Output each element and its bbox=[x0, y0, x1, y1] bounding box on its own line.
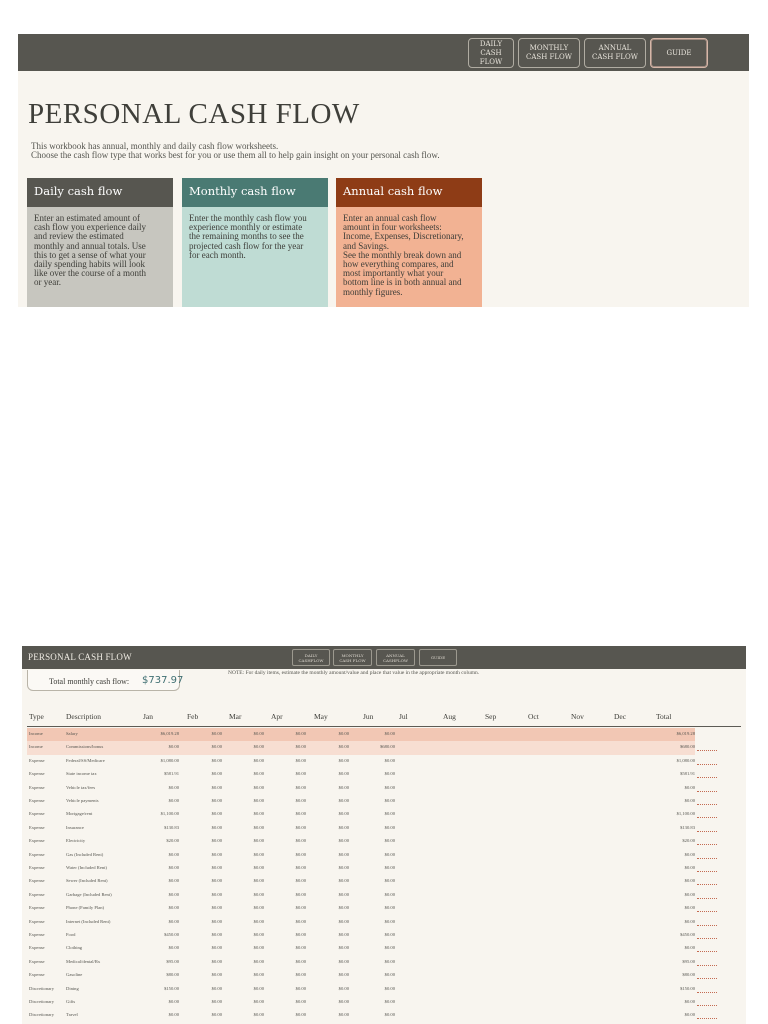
month-cell[interactable]: $0.00 bbox=[253, 757, 264, 763]
month-cell[interactable]: $0.00 bbox=[295, 744, 306, 750]
description-cell[interactable]: Gas (Included Rent) bbox=[66, 851, 104, 857]
month-cell[interactable]: $0.00 bbox=[211, 958, 222, 964]
annual-cash-flow-card[interactable] bbox=[336, 178, 482, 307]
daily-cash-flow-card[interactable] bbox=[27, 178, 173, 307]
total-cell[interactable]: $80.00 bbox=[682, 972, 695, 978]
trend-sparkline bbox=[697, 992, 717, 993]
total-cell[interactable]: $0.00 bbox=[684, 891, 695, 897]
jan-cell[interactable]: $450.00 bbox=[164, 932, 179, 937]
type-cell[interactable]: Expense bbox=[29, 771, 45, 777]
description-cell[interactable]: Travel bbox=[66, 1012, 78, 1018]
month-cell[interactable]: $0.00 bbox=[295, 878, 306, 884]
jun-cell[interactable]: $0.00 bbox=[384, 757, 395, 763]
jan-cell[interactable]: $80.00 bbox=[166, 972, 179, 978]
description-cell[interactable]: Phone (Family Plan) bbox=[66, 905, 105, 911]
description-cell[interactable]: Insurance bbox=[66, 824, 84, 830]
total-cell[interactable]: $581.91 bbox=[680, 771, 695, 777]
table-row[interactable] bbox=[27, 875, 695, 888]
trend-sparkline bbox=[697, 938, 717, 939]
month-cell[interactable]: $0.00 bbox=[338, 744, 349, 750]
total-cell[interactable]: $150.00 bbox=[680, 985, 695, 991]
month-cell[interactable]: $0.00 bbox=[338, 905, 349, 911]
month-cell[interactable]: $0.00 bbox=[338, 824, 349, 830]
type-cell[interactable]: Expense bbox=[29, 905, 45, 911]
jun-cell[interactable]: $0.00 bbox=[384, 999, 395, 1004]
month-cell[interactable]: $0.00 bbox=[295, 945, 306, 951]
month-cell[interactable]: $0.00 bbox=[211, 744, 222, 750]
jan-cell[interactable]: $0.00 bbox=[168, 865, 179, 870]
type-cell[interactable]: Expense bbox=[29, 784, 45, 790]
trend-sparkline bbox=[697, 817, 717, 818]
trend-sparkline bbox=[697, 925, 717, 926]
column-header-aug: Aug bbox=[443, 712, 456, 721]
type-cell[interactable]: Discretionary bbox=[29, 999, 55, 1004]
total-cell[interactable]: $0.00 bbox=[684, 945, 695, 951]
table-row[interactable] bbox=[27, 755, 695, 768]
table-row[interactable] bbox=[27, 916, 695, 929]
month-cell[interactable]: $0.00 bbox=[253, 851, 264, 857]
month-cell[interactable]: $0.00 bbox=[338, 771, 349, 777]
total-cell[interactable]: $0.00 bbox=[684, 865, 695, 870]
total-cell[interactable]: $450.00 bbox=[680, 932, 695, 937]
month-cell[interactable]: $0.00 bbox=[338, 798, 349, 803]
description-cell[interactable]: Dining bbox=[66, 985, 79, 991]
month-cell[interactable]: $0.00 bbox=[338, 945, 349, 951]
month-cell[interactable]: $0.00 bbox=[338, 999, 349, 1004]
total-cell[interactable]: $0.00 bbox=[684, 918, 695, 924]
table-row[interactable] bbox=[27, 996, 695, 1009]
month-cell[interactable]: $0.00 bbox=[253, 824, 264, 830]
month-cell[interactable]: $0.00 bbox=[211, 905, 222, 911]
month-cell[interactable]: $0.00 bbox=[211, 865, 222, 870]
trend-sparkline bbox=[697, 844, 717, 845]
table-row[interactable] bbox=[27, 835, 695, 848]
month-cell[interactable]: $0.00 bbox=[211, 985, 222, 991]
type-cell[interactable]: Discretionary bbox=[29, 985, 55, 991]
total-label: Total monthly cash flow: bbox=[49, 677, 130, 686]
type-cell[interactable]: Expense bbox=[29, 918, 45, 924]
jun-cell[interactable]: $0.00 bbox=[384, 972, 395, 978]
month-cell[interactable]: $0.00 bbox=[253, 972, 264, 978]
jun-cell[interactable]: $0.00 bbox=[384, 731, 395, 736]
jun-cell[interactable]: $0.00 bbox=[384, 891, 395, 897]
table-row[interactable] bbox=[27, 728, 695, 741]
card-description: Enter an estimated amount of cash flow you experience daily and review the estimated monthly and annual totals. Use this to get a sense of what your daily spending habits will look like over the course of a month or year. bbox=[27, 207, 173, 307]
jan-cell[interactable]: $0.00 bbox=[168, 744, 179, 750]
description-cell[interactable]: Gifts bbox=[66, 999, 76, 1004]
trend-sparkline bbox=[697, 965, 717, 966]
month-cell[interactable]: $0.00 bbox=[211, 891, 222, 897]
month-cell[interactable]: $0.00 bbox=[211, 1012, 222, 1018]
type-cell[interactable]: Expense bbox=[29, 757, 45, 763]
type-cell[interactable]: Income bbox=[29, 731, 43, 736]
column-header-type: Type bbox=[29, 712, 44, 721]
month-cell[interactable]: $0.00 bbox=[295, 905, 306, 911]
column-header-feb: Feb bbox=[187, 712, 199, 721]
column-header-dec: Dec bbox=[614, 712, 627, 721]
jun-cell[interactable]: $0.00 bbox=[384, 865, 395, 870]
month-cell[interactable]: $0.00 bbox=[211, 999, 222, 1004]
sheet-header-bar bbox=[22, 646, 746, 669]
table-row[interactable] bbox=[27, 808, 695, 821]
monthly-cash-flow-nav-button[interactable]: MONTHLY CASH FLOW bbox=[333, 649, 372, 666]
table-row[interactable] bbox=[27, 849, 695, 862]
trend-sparkline bbox=[697, 777, 717, 778]
month-cell[interactable]: $0.00 bbox=[253, 999, 264, 1004]
description-cell[interactable]: Internet (Included Rent) bbox=[66, 918, 111, 924]
total-cell[interactable]: $0.00 bbox=[684, 851, 695, 857]
month-cell[interactable]: $0.00 bbox=[338, 757, 349, 763]
note-text: NOTE: For daily items, estimate the monthly amount/value and place that value in the appropriate month column. bbox=[228, 670, 480, 676]
table-row[interactable] bbox=[27, 768, 695, 781]
month-cell[interactable]: $0.00 bbox=[253, 891, 264, 897]
description-cell[interactable]: Sewer (Included Rent) bbox=[66, 878, 108, 884]
type-cell[interactable]: Expense bbox=[29, 865, 45, 870]
month-cell[interactable]: $0.00 bbox=[295, 731, 306, 736]
guide-nav-button[interactable]: GUIDE bbox=[650, 38, 708, 68]
description-cell[interactable]: Vehicle tax/fees bbox=[66, 784, 96, 790]
month-cell[interactable]: $0.00 bbox=[295, 891, 306, 897]
month-cell[interactable]: $0.00 bbox=[295, 999, 306, 1004]
table-row[interactable] bbox=[27, 929, 695, 942]
description-cell[interactable]: Gasoline bbox=[66, 972, 83, 978]
jan-cell[interactable]: $0.00 bbox=[168, 878, 179, 884]
monthly-cash-flow-sheet bbox=[22, 646, 746, 1024]
column-header-nov: Nov bbox=[571, 712, 584, 721]
table-row[interactable] bbox=[27, 889, 695, 902]
month-cell[interactable]: $0.00 bbox=[295, 985, 306, 991]
monthly-cash-flow-card[interactable] bbox=[182, 178, 328, 307]
table-row[interactable] bbox=[27, 741, 695, 754]
description-cell[interactable]: Salary bbox=[66, 731, 78, 736]
month-cell[interactable]: $0.00 bbox=[338, 918, 349, 924]
jan-cell[interactable]: $0.00 bbox=[168, 905, 179, 911]
month-cell[interactable]: $0.00 bbox=[338, 784, 349, 790]
jun-cell[interactable]: $0.00 bbox=[384, 811, 395, 817]
description-cell[interactable]: Garbage (Included Rent) bbox=[66, 891, 112, 897]
month-cell[interactable]: $0.00 bbox=[253, 865, 264, 870]
table-row[interactable] bbox=[27, 969, 695, 982]
month-cell[interactable]: $0.00 bbox=[338, 838, 349, 844]
month-cell[interactable]: $0.00 bbox=[338, 811, 349, 817]
total-monthly-cash-flow-box bbox=[27, 670, 184, 691]
column-header-jun: Jun bbox=[363, 712, 374, 721]
month-cell[interactable]: $0.00 bbox=[338, 972, 349, 978]
column-header-may: May bbox=[314, 712, 328, 721]
jun-cell[interactable]: $0.00 bbox=[384, 985, 395, 991]
month-cell[interactable]: $0.00 bbox=[338, 1012, 349, 1018]
annual-cashflow-nav-button[interactable]: ANNUAL CASHFLOW bbox=[376, 649, 415, 666]
month-cell[interactable]: $0.00 bbox=[211, 972, 222, 978]
month-cell[interactable]: $0.00 bbox=[211, 878, 222, 884]
month-cell[interactable]: $0.00 bbox=[295, 824, 306, 830]
header-divider bbox=[27, 726, 741, 727]
month-cell[interactable]: $0.00 bbox=[211, 918, 222, 924]
jun-cell[interactable]: $0.00 bbox=[384, 905, 395, 911]
trend-sparkline bbox=[697, 951, 717, 952]
annual-cash-flow-nav-button[interactable]: ANNUAL CASH FLOW bbox=[584, 38, 646, 68]
jan-cell[interactable]: $581.91 bbox=[164, 771, 179, 777]
dashboard-sheet bbox=[18, 34, 749, 307]
total-cell[interactable]: $1,080.00 bbox=[676, 757, 695, 763]
jun-cell[interactable]: $680.00 bbox=[380, 744, 395, 750]
jan-cell[interactable]: $0.00 bbox=[168, 918, 179, 924]
type-cell[interactable]: Expense bbox=[29, 958, 45, 964]
table-row[interactable] bbox=[27, 983, 695, 996]
type-cell[interactable]: Expense bbox=[29, 851, 45, 857]
jan-cell[interactable]: $1,080.00 bbox=[160, 757, 179, 763]
total-cell[interactable]: $95.00 bbox=[682, 958, 695, 964]
month-cell[interactable]: $0.00 bbox=[253, 932, 264, 937]
card-description: Enter an annual cash flow amount in four worksheets: Income, Expenses, Discretionary, and Savings. See the monthly break down and how everything compares, and most importantly what your bottom line is in both annual and monthly figures. bbox=[336, 207, 482, 307]
trend-sparkline bbox=[697, 898, 717, 899]
jun-cell[interactable]: $0.00 bbox=[384, 932, 395, 937]
month-cell[interactable]: $0.00 bbox=[338, 851, 349, 857]
month-cell[interactable]: $0.00 bbox=[253, 878, 264, 884]
trend-sparkline bbox=[697, 750, 717, 751]
month-cell[interactable]: $0.00 bbox=[253, 838, 264, 844]
month-cell[interactable]: $0.00 bbox=[211, 851, 222, 857]
jan-cell[interactable]: $0.00 bbox=[168, 784, 179, 790]
total-cell[interactable]: $0.00 bbox=[684, 905, 695, 911]
month-cell[interactable]: $0.00 bbox=[295, 757, 306, 763]
column-header-description: Description bbox=[66, 712, 101, 721]
column-header-jul: Jul bbox=[399, 712, 408, 721]
daily-cashflow-nav-button[interactable]: DAILY CASHFLOW bbox=[292, 649, 330, 666]
month-cell[interactable]: $0.00 bbox=[295, 1012, 306, 1018]
jan-cell[interactable]: $95.00 bbox=[166, 958, 179, 964]
trend-sparkline bbox=[697, 884, 717, 885]
column-header-apr: Apr bbox=[271, 712, 283, 721]
jun-cell[interactable]: $0.00 bbox=[384, 918, 395, 924]
trend-sparkline bbox=[697, 978, 717, 979]
jun-cell[interactable]: $0.00 bbox=[384, 784, 395, 790]
guide-nav-button[interactable]: GUIDE bbox=[419, 649, 457, 666]
jan-cell[interactable]: $0.00 bbox=[168, 891, 179, 897]
jan-cell[interactable]: $6,019.28 bbox=[160, 731, 179, 736]
description-cell[interactable]: Clothing bbox=[66, 945, 83, 951]
month-cell[interactable]: $0.00 bbox=[295, 918, 306, 924]
total-cell[interactable]: $0.00 bbox=[684, 798, 695, 803]
jan-cell[interactable]: $0.00 bbox=[168, 851, 179, 857]
intro-line-2: Choose the cash flow type that works best for you or use them all to help gain insight on your personal cash flow. bbox=[31, 150, 440, 160]
total-cell[interactable]: $130.83 bbox=[680, 824, 695, 830]
monthly-cash-flow-nav-button[interactable]: MONTHLY CASH FLOW bbox=[518, 38, 580, 68]
type-cell[interactable]: Expense bbox=[29, 798, 45, 803]
month-cell[interactable]: $0.00 bbox=[253, 811, 264, 817]
total-cell[interactable]: $6,019.28 bbox=[676, 731, 695, 736]
type-cell[interactable]: Income bbox=[29, 744, 43, 750]
total-cell[interactable]: $0.00 bbox=[684, 784, 695, 790]
month-cell[interactable]: $0.00 bbox=[253, 958, 264, 964]
jun-cell[interactable]: $0.00 bbox=[384, 838, 395, 844]
intro-line-1: This workbook has annual, monthly and daily cash flow worksheets. bbox=[31, 141, 279, 151]
jun-cell[interactable]: $0.00 bbox=[384, 945, 395, 951]
trend-sparkline bbox=[697, 871, 717, 872]
month-cell[interactable]: $0.00 bbox=[253, 985, 264, 991]
month-cell[interactable]: $0.00 bbox=[253, 798, 264, 803]
table-row[interactable] bbox=[27, 902, 695, 915]
jan-cell[interactable]: $20.00 bbox=[166, 838, 179, 844]
month-cell[interactable]: $0.00 bbox=[295, 798, 306, 803]
description-cell[interactable]: Food bbox=[66, 932, 76, 937]
month-cell[interactable]: $0.00 bbox=[211, 811, 222, 817]
total-cell[interactable]: $680.00 bbox=[680, 744, 695, 750]
trend-sparkline bbox=[697, 791, 717, 792]
table-row[interactable] bbox=[27, 782, 695, 795]
month-cell[interactable]: $0.00 bbox=[338, 985, 349, 991]
month-cell[interactable]: $0.00 bbox=[253, 945, 264, 951]
month-cell[interactable]: $0.00 bbox=[253, 1012, 264, 1018]
month-cell[interactable]: $0.00 bbox=[211, 824, 222, 830]
table-row[interactable] bbox=[27, 1009, 695, 1022]
jun-cell[interactable]: $0.00 bbox=[384, 1012, 395, 1018]
month-cell[interactable]: $0.00 bbox=[253, 918, 264, 924]
type-cell[interactable]: Expense bbox=[29, 945, 45, 951]
month-cell[interactable]: $0.00 bbox=[253, 784, 264, 790]
total-cell[interactable]: $1,100.00 bbox=[676, 811, 695, 817]
trend-sparkline bbox=[697, 911, 717, 912]
description-cell[interactable]: Electricity bbox=[66, 838, 86, 844]
card-description: Enter the monthly cash flow you experience monthly or estimate the remaining months to see the projected cash flow for the year for each month. bbox=[182, 207, 328, 307]
table-row[interactable] bbox=[27, 822, 695, 835]
daily-cash-flow-nav-button[interactable]: DAILY CASH FLOW bbox=[468, 38, 514, 68]
month-cell[interactable]: $0.00 bbox=[211, 838, 222, 844]
description-cell[interactable]: Mortgage/rent bbox=[66, 811, 93, 817]
description-cell[interactable]: Commissions/bonus bbox=[66, 744, 104, 750]
month-cell[interactable]: $0.00 bbox=[253, 905, 264, 911]
jun-cell[interactable]: $0.00 bbox=[384, 798, 395, 803]
trend-sparkline bbox=[697, 804, 717, 805]
month-cell[interactable]: $0.00 bbox=[295, 972, 306, 978]
column-header-total: Total bbox=[656, 712, 672, 721]
type-cell[interactable]: Expense bbox=[29, 972, 45, 978]
jun-cell[interactable]: $0.00 bbox=[384, 824, 395, 830]
trend-sparkline bbox=[697, 858, 717, 859]
type-cell[interactable]: Expense bbox=[29, 824, 45, 830]
jan-cell[interactable]: $0.00 bbox=[168, 945, 179, 951]
type-cell[interactable]: Expense bbox=[29, 891, 45, 897]
month-cell[interactable]: $0.00 bbox=[211, 784, 222, 790]
jan-cell[interactable]: $0.00 bbox=[168, 798, 179, 803]
trend-sparkline bbox=[697, 831, 717, 832]
type-cell[interactable]: Expense bbox=[29, 932, 45, 937]
jan-cell[interactable]: $130.83 bbox=[164, 824, 179, 830]
month-cell[interactable]: $0.00 bbox=[295, 932, 306, 937]
month-cell[interactable]: $0.00 bbox=[211, 731, 222, 736]
month-cell[interactable]: $0.00 bbox=[211, 945, 222, 951]
type-cell[interactable]: Expense bbox=[29, 811, 45, 817]
total-cell[interactable]: $0.00 bbox=[684, 878, 695, 884]
month-cell[interactable]: $0.00 bbox=[338, 878, 349, 884]
description-cell[interactable]: Water (Included Rent) bbox=[66, 865, 107, 870]
jun-cell[interactable]: $0.00 bbox=[384, 771, 395, 777]
jun-cell[interactable]: $0.00 bbox=[384, 878, 395, 884]
month-cell[interactable]: $0.00 bbox=[295, 784, 306, 790]
month-cell[interactable]: $0.00 bbox=[211, 932, 222, 937]
table-row[interactable] bbox=[27, 795, 695, 808]
month-cell[interactable]: $0.00 bbox=[338, 865, 349, 870]
table-row[interactable] bbox=[27, 956, 695, 969]
total-cell[interactable]: $0.00 bbox=[684, 999, 695, 1004]
type-cell[interactable]: Expense bbox=[29, 878, 45, 884]
month-cell[interactable]: $0.00 bbox=[338, 731, 349, 736]
intro-text bbox=[31, 142, 440, 160]
column-header-jan: Jan bbox=[143, 712, 153, 721]
total-cell[interactable]: $0.00 bbox=[684, 1012, 695, 1018]
month-cell[interactable]: $0.00 bbox=[295, 811, 306, 817]
description-cell[interactable]: Vehicle payments bbox=[66, 798, 99, 803]
month-cell[interactable]: $0.00 bbox=[295, 851, 306, 857]
description-cell[interactable]: Medical/dental/Rx bbox=[66, 958, 101, 964]
trend-sparkline bbox=[697, 764, 717, 765]
trend-sparkline bbox=[697, 1018, 717, 1019]
jan-cell[interactable]: $1,100.00 bbox=[160, 811, 179, 817]
jan-cell[interactable]: $150.00 bbox=[164, 985, 179, 991]
card-title: Annual cash flow bbox=[336, 178, 482, 207]
page-title: PERSONAL CASH FLOW bbox=[28, 98, 360, 130]
month-cell[interactable]: $0.00 bbox=[295, 838, 306, 844]
jun-cell[interactable]: $0.00 bbox=[384, 958, 395, 964]
month-cell[interactable]: $0.00 bbox=[253, 771, 264, 777]
column-header-mar: Mar bbox=[229, 712, 242, 721]
trend-sparkline bbox=[697, 1005, 717, 1006]
top-navigation-bar bbox=[18, 34, 749, 71]
month-cell[interactable]: $0.00 bbox=[338, 891, 349, 897]
jun-cell[interactable]: $0.00 bbox=[384, 851, 395, 857]
month-cell[interactable]: $0.00 bbox=[295, 958, 306, 964]
total-cell[interactable]: $20.00 bbox=[682, 838, 695, 844]
description-cell[interactable]: Federal/SS/Medicare bbox=[66, 757, 105, 763]
description-cell[interactable]: State income tax bbox=[66, 771, 97, 777]
month-cell[interactable]: $0.00 bbox=[211, 757, 222, 763]
month-cell[interactable]: $0.00 bbox=[338, 932, 349, 937]
month-cell[interactable]: $0.00 bbox=[295, 771, 306, 777]
column-header-sep: Sep bbox=[485, 712, 497, 721]
card-title: Daily cash flow bbox=[27, 178, 173, 207]
column-header-oct: Oct bbox=[528, 712, 539, 721]
table-row[interactable] bbox=[27, 942, 695, 955]
sheet-title: PERSONAL CASH FLOW bbox=[28, 652, 132, 662]
month-cell[interactable]: $0.00 bbox=[338, 958, 349, 964]
month-cell[interactable]: $0.00 bbox=[253, 744, 264, 750]
card-title: Monthly cash flow bbox=[182, 178, 328, 207]
type-cell[interactable]: Discretionary bbox=[29, 1012, 55, 1018]
month-cell[interactable]: $0.00 bbox=[211, 771, 222, 777]
month-cell[interactable]: $0.00 bbox=[295, 865, 306, 870]
table-row[interactable] bbox=[27, 862, 695, 875]
jan-cell[interactable]: $0.00 bbox=[168, 999, 179, 1004]
total-value: $737.97 bbox=[142, 675, 184, 686]
type-cell[interactable]: Expense bbox=[29, 838, 45, 844]
month-cell[interactable]: $0.00 bbox=[211, 798, 222, 803]
jan-cell[interactable]: $0.00 bbox=[168, 1012, 179, 1018]
month-cell[interactable]: $0.00 bbox=[253, 731, 264, 736]
